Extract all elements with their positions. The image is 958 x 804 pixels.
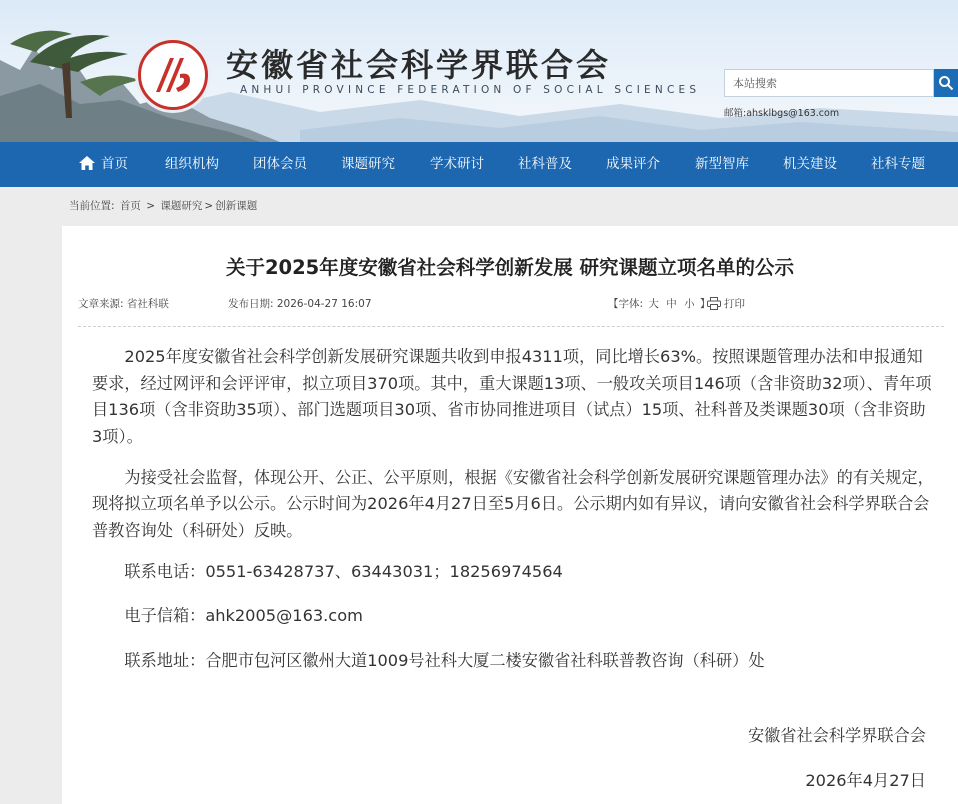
nav-item-research[interactable]: 课题研究 (341, 156, 395, 172)
font-size-prefix: 【字体: (608, 298, 644, 310)
font-size-medium-link[interactable]: 中 (666, 298, 677, 310)
contact-address: 联系地址：合肥市包河区徽州大道1009号社科大厦二楼安徽省社科联普教咨询（科研）处 (124, 650, 765, 670)
nav-item-agency[interactable]: 机关建设 (783, 156, 837, 172)
signature-organization: 安徽省社会科学界联合会 (747, 726, 926, 745)
site-header (0, 0, 958, 142)
breadcrumb-prefix: 当前位置: (69, 200, 115, 212)
article-title: 关于2025年度安徽省社会科学创新发展 研究课题立项名单的公示 (225, 256, 795, 279)
contact-email-address: 电子信箱：ahk2005@163.com (124, 606, 363, 625)
nav-item-members[interactable]: 团体会员 (253, 156, 307, 172)
contact-email: 邮箱:ahsklbgs@163.com (724, 108, 840, 119)
font-size-large-link[interactable]: 大 (648, 298, 659, 310)
main-nav (0, 142, 958, 187)
breadcrumb-home[interactable]: 首页 (119, 200, 141, 212)
nav-item-label: 首页 (101, 156, 128, 172)
article-paragraph: 2025年度安徽省社会科学创新发展研究课题共收到申报4311项，同比增长63%。按照课题管理办法和申报通知要求，经过网评和会评评审，拟立项目370项。其中，重大课题13项、一般攻关项目146项（含非资助32项）、青年项目136项（含非资助35项）、部门选题项目30项、省市协同推进项目（试点）15项、社科普及类课题30项（含非资助3项）。 (92, 347, 932, 446)
breadcrumb-current[interactable]: 创新课题 (215, 200, 258, 212)
federation-logo-icon (150, 52, 196, 98)
article-paragraph: 为接受社会监督，体现公开、公正、公平原则，根据《安徽省社会科学创新发展研究课题管理办法》的有关规定，现将拟立项名单予以公示。公示时间为2026年4月27日至5月6日。公示期内如有异议，请向安徽省社会科学界联合会普教咨询处（科研处）反映。 (92, 467, 934, 540)
font-size-small-link[interactable]: 小 (684, 298, 695, 310)
signature-date: 2026年4月27日 (805, 771, 926, 790)
nav-item-organization[interactable]: 组织机构 (165, 156, 219, 172)
article-source: 文章来源: 省社科联 (78, 298, 169, 310)
meta-divider (78, 326, 944, 327)
font-size-controls (608, 296, 710, 311)
search-icon (938, 75, 954, 91)
nav-item-think-tank[interactable]: 新型智库 (695, 156, 749, 172)
search-button[interactable] (934, 69, 958, 97)
printer-icon (707, 297, 721, 310)
nav-item-home[interactable] (79, 142, 128, 187)
article-date: 发布日期: 2026-04-27 16:07 (228, 298, 372, 310)
nav-item-topics[interactable]: 社科专题 (871, 156, 925, 172)
print-button[interactable] (707, 296, 745, 311)
search-input[interactable] (724, 69, 934, 97)
print-label: 打印 (724, 298, 745, 310)
contact-phone: 联系电话：0551-63428737、63443031；18256974564 (124, 561, 563, 581)
nav-item-academic[interactable]: 学术研讨 (430, 156, 484, 172)
nav-item-popularization[interactable]: 社科普及 (518, 156, 572, 172)
font-size-suffix: 】 (699, 298, 711, 310)
nav-item-achievements[interactable]: 成果评介 (606, 156, 660, 172)
article-body (92, 344, 934, 692)
breadcrumb (69, 198, 259, 213)
site-title: 安徽省社会科学界联合会 (226, 46, 612, 84)
home-icon (79, 156, 95, 170)
site-subtitle: ANHUI PROVINCE FEDERATION OF SOCIAL SCIENCES (240, 84, 701, 96)
breadcrumb-separator: > (146, 200, 156, 212)
breadcrumb-separator: > (204, 200, 214, 212)
breadcrumb-section[interactable]: 课题研究 (160, 200, 203, 212)
